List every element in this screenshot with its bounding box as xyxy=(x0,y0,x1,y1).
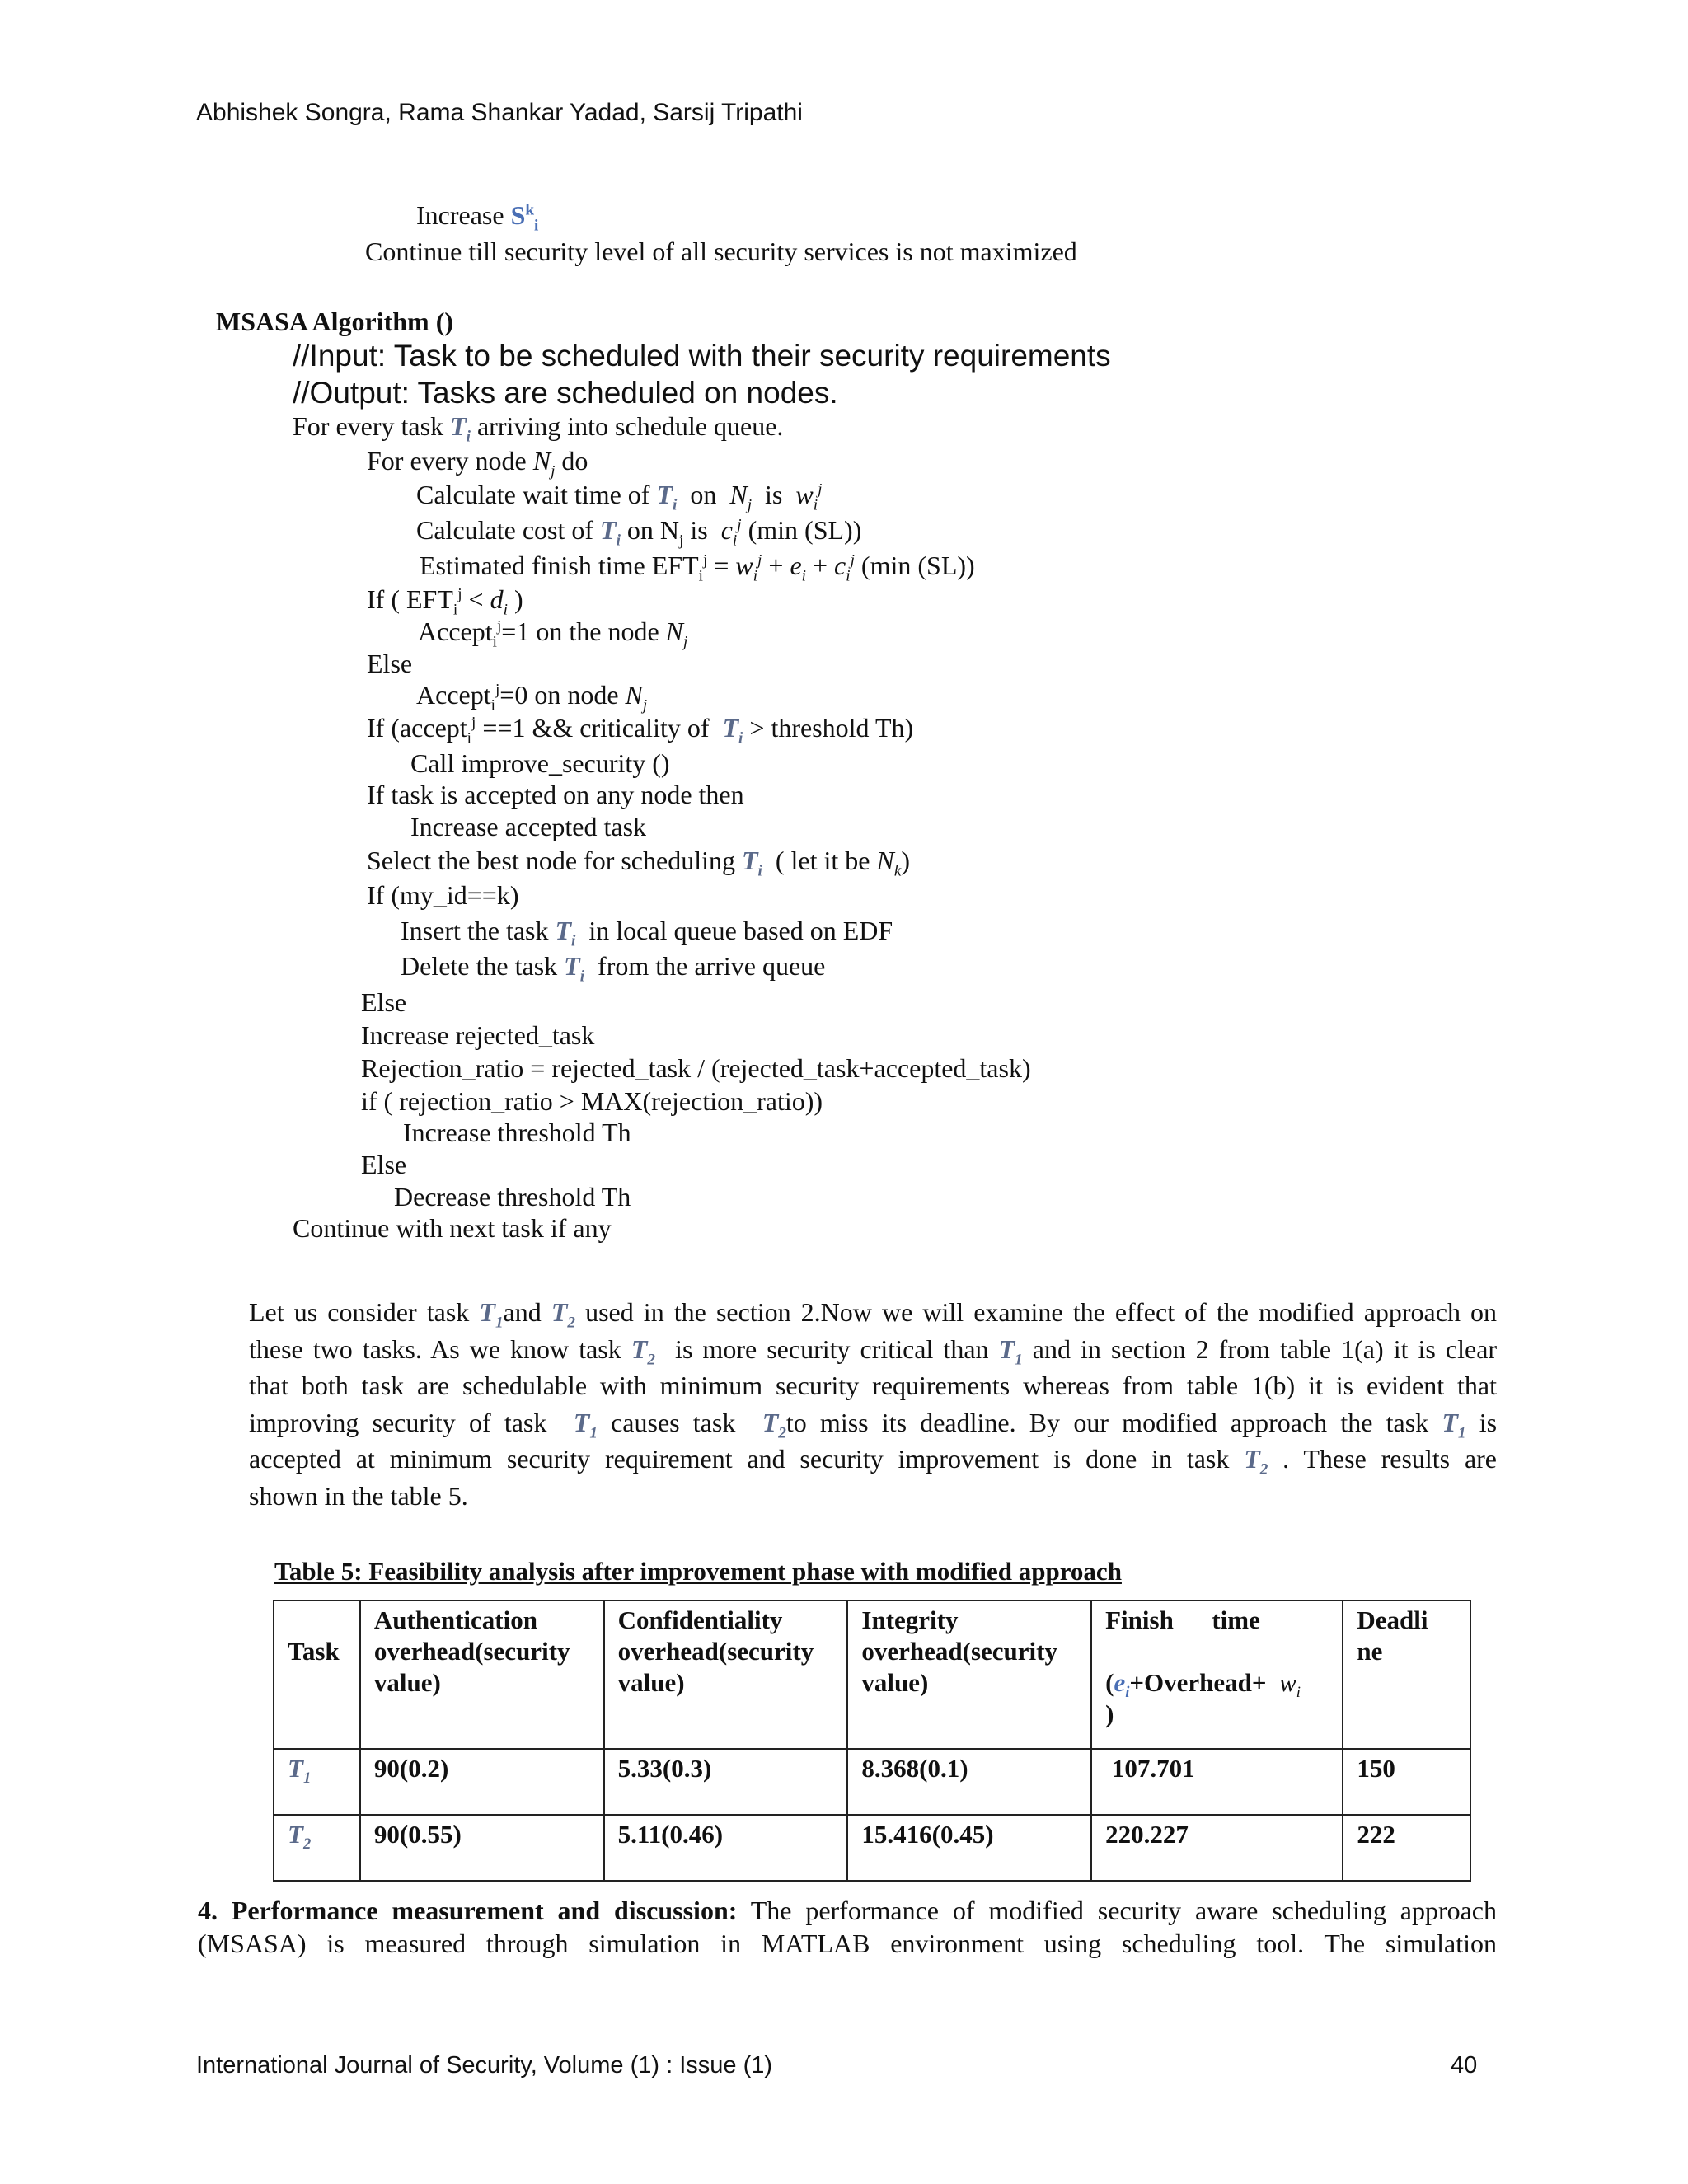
algo-line-15: If (my_id==k) xyxy=(367,880,519,910)
cell-deadline: 222 xyxy=(1343,1815,1470,1881)
cell-auth: 90(0.55) xyxy=(360,1815,604,1881)
algo-line-8: Else xyxy=(367,649,413,678)
task-i-symbol-icon: $T_i$ xyxy=(450,411,471,446)
cell-integ: 15.416(0.45) xyxy=(847,1815,1091,1881)
table-row xyxy=(274,1815,1470,1881)
algo-line-22: Increase threshold Th xyxy=(403,1118,631,1147)
running-header: Abhishek Songra, Rama Shankar Yadad, Sarsij Tripathi xyxy=(196,99,803,126)
para-line: shown in the table 5. xyxy=(249,1480,468,1511)
cell-integ: 8.368(0.1) xyxy=(847,1749,1091,1815)
algo-line-6: If ( $EFT_i^j < d_i$ ) xyxy=(367,584,523,619)
header-authentication: Authentication overhead(security value) xyxy=(360,1601,604,1749)
task-i-symbol-icon: $T_i$ xyxy=(555,916,576,950)
cell-finish: 107.701 xyxy=(1091,1749,1343,1815)
header-deadline: Deadli ne xyxy=(1343,1601,1470,1749)
header-task: Task xyxy=(274,1601,360,1749)
cell-deadline: 150 xyxy=(1343,1749,1470,1815)
table-header-row xyxy=(274,1601,1470,1749)
para-line: these two tasks. As we know task $T_2$ is more security critical than $T_1$ and in section 2 from table 1(a) it is clear xyxy=(249,1333,1498,1368)
algo-line-14: Select the best node for scheduling $T_i$ ( let it be $N_k$) xyxy=(367,846,911,880)
task-i-symbol-icon: $T_i$ xyxy=(600,515,621,550)
task-1-symbol-icon: $T_1$ xyxy=(998,1333,1023,1368)
feasibility-table xyxy=(273,1600,1471,1882)
para-line: that both task are schedulable with minimum security requirements whereas from table 1(b) it is evident that xyxy=(249,1371,1497,1401)
footer-journal: International Journal of Security, Volume (1) : Issue (1) xyxy=(196,2052,773,2079)
continue-line: Continue till security level of all security services is not maximized xyxy=(365,237,1077,266)
e-i-symbol-icon: $e_i$ xyxy=(1114,1668,1130,1702)
algo-line-1: For every task $T_i$ arriving into schedule queue. xyxy=(293,411,784,446)
algo-line-2: For every node $N_j$ do xyxy=(367,446,588,480)
task-i-symbol-icon: $T_i$ xyxy=(656,480,678,514)
task-i-symbol-icon: $T_i$ xyxy=(564,951,585,986)
algorithm-output: //Output: Tasks are scheduled on nodes. xyxy=(293,376,838,410)
cell-auth: 90(0.2) xyxy=(360,1749,604,1815)
section-4-heading: 4. Performance measurement and discussion: xyxy=(198,1896,738,1925)
section-4-line-1: 4. Performance measurement and discussion: The performance of modified security aware scheduling approach xyxy=(198,1896,1498,1925)
algo-line-4: Calculate cost of $T_i$ on $N_j$ is $c_i^j$ (min (SL)) xyxy=(416,515,862,550)
algo-line-3: Calculate wait time of $T_i$ on $N_j$ is $w_i^j$ xyxy=(416,480,823,514)
task-i-symbol-icon: $T_i$ xyxy=(741,846,762,880)
cell-task xyxy=(274,1749,360,1815)
table-row xyxy=(274,1749,1470,1815)
algo-line-20: Rejection_ratio = rejected_task / (rejected_task+accepted_task) xyxy=(361,1053,1031,1083)
cell-task xyxy=(274,1815,360,1881)
security-level-symbol-icon: $S^k_i$ xyxy=(510,200,539,235)
page-number: 40 xyxy=(1451,2052,1478,2079)
task-1-symbol-icon: $T_1$ xyxy=(573,1407,598,1442)
algorithm-title: MSASA Algorithm () xyxy=(216,307,453,336)
task-2-symbol-icon: $T_2$ xyxy=(1244,1444,1268,1479)
algo-line-24: Decrease threshold Th xyxy=(394,1182,631,1212)
algo-line-19: Increase rejected_task xyxy=(361,1020,595,1050)
task-2-symbol-icon: $T_2$ xyxy=(631,1333,655,1368)
algo-line-9: Accept$_i^j$=0 on node $N_j$ xyxy=(416,680,648,715)
task-1-symbol-icon: $T_1$ xyxy=(1442,1407,1466,1442)
algo-line-17: Delete the task $T_i$ from the arrive queue xyxy=(401,951,826,986)
table-caption: Table 5: Feasibility analysis after improvement phase with modified approach xyxy=(274,1557,1122,1586)
para-line: improving security of task $T_1$ causes task $T_2to$ miss its deadline. By our modified approach the task $T_1$ is xyxy=(249,1407,1498,1442)
algo-line-12: If task is accepted on any node then xyxy=(367,780,744,809)
algo-line-25: Continue with next task if any xyxy=(293,1213,612,1243)
body-paragraph xyxy=(249,1294,1497,1515)
algo-line-21: if ( rejection_ratio > MAX(rejection_ratio)) xyxy=(361,1086,823,1116)
algo-line-16: Insert the task $T_i$ in local queue based on EDF xyxy=(401,916,893,950)
cell-conf: 5.33(0.3) xyxy=(604,1749,848,1815)
task-i-symbol-icon: $T_i$ xyxy=(722,713,743,748)
section-4-line-2: (MSASA) is measured through simulation in MATLAB environment using scheduling tool. The simulation xyxy=(198,1929,1497,1958)
algo-line-7: Accept$_i^j$=1 on the node $N_j$ xyxy=(418,616,688,651)
header-confidentiality: Confidentiality overhead(security value) xyxy=(604,1601,848,1749)
cell-conf: 5.11(0.46) xyxy=(604,1815,848,1881)
algorithm-input: //Input: Task to be scheduled with their security requirements xyxy=(293,339,1111,373)
algo-line-13: Increase accepted task xyxy=(410,812,647,841)
increase-line xyxy=(416,200,539,235)
header-integrity: Integrity overhead(security value) xyxy=(847,1601,1091,1749)
cell-finish: 220.227 xyxy=(1091,1815,1343,1881)
task-1-symbol-icon: $T_1$ xyxy=(479,1297,504,1332)
increase-text: Increase xyxy=(416,200,504,230)
para-line: accepted at minimum security requirement and security improvement is done in task $T_2$ . These results are xyxy=(249,1444,1498,1479)
task-1-symbol-icon: $T_1$ xyxy=(288,1754,312,1788)
task-2-symbol-icon: $T_2$ xyxy=(762,1407,786,1442)
algo-line-5: Estimated finish time $EFT_i^j = w_i^j + e_i + c_i^j$ (min (SL)) xyxy=(420,551,975,585)
para-line: Let us consider task $T_1and$ $T_2$ used in the section 2.Now we will examine the effect of the modified approach on xyxy=(249,1297,1498,1332)
task-2-symbol-icon: $T_2$ xyxy=(288,1820,312,1854)
header-finish-time: Finish time ($e_i+Overhead+ w_i$ ) xyxy=(1091,1601,1343,1749)
algo-line-10: If (accept$_i^j$ ==1 && criticality of $T_i$ > threshold Th) xyxy=(367,713,914,748)
task-2-symbol-icon: $T_2$ xyxy=(551,1297,575,1332)
algo-line-23: Else xyxy=(361,1150,407,1179)
algo-line-11: Call improve_security () xyxy=(410,748,670,778)
algo-line-18: Else xyxy=(361,987,407,1017)
